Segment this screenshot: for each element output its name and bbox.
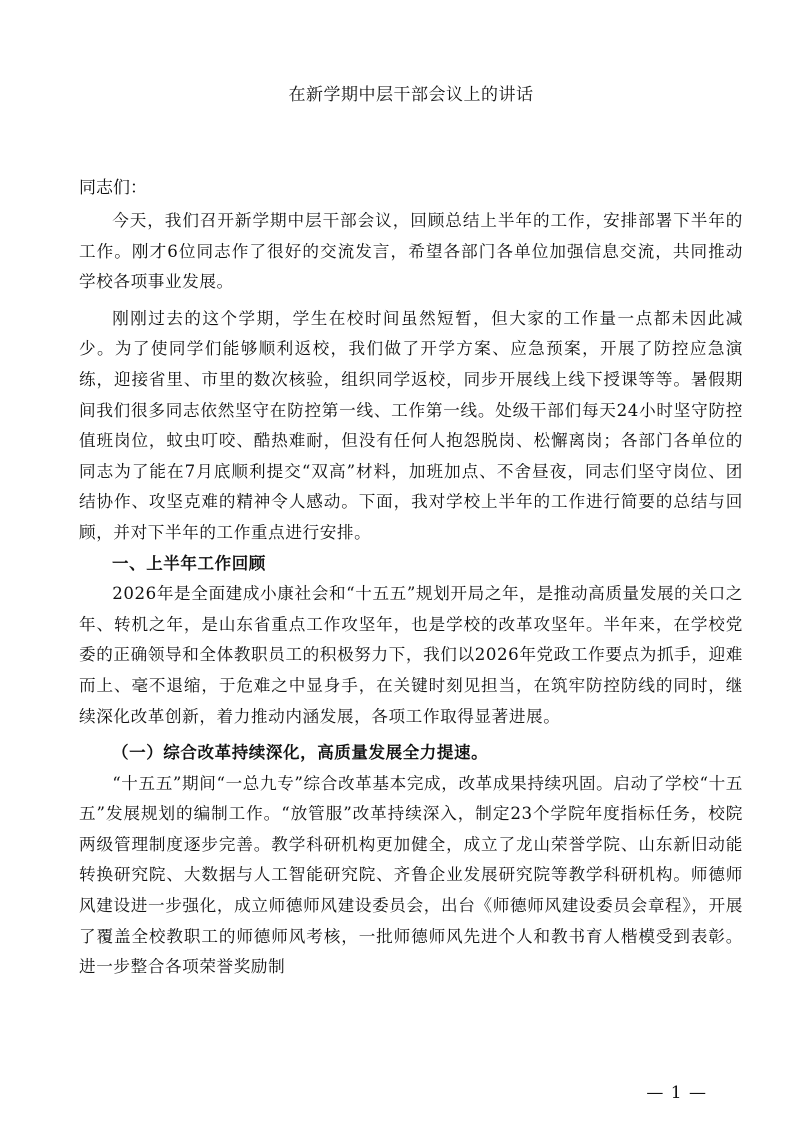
paragraph-reform: “十五五”期间“一总九专”综合改革基本完成，改革成果持续巩固。启动了学校“十五五”发展规划的编制工作。“放管服”改革持续深入，制定23个学院年度指标任务，校院两级管理制度逐步完善。教学科研机构更加健全，成立了龙山荣誉学院、山东新旧动能转换研究院、大数据与人工智能研究院、齐鲁企业发展研究院等教学科研机构。师德师风建设进一步强化，成立师德师风建设委员会，出台《师德师风建设委员会章程》，开展了覆盖全校教职工的师德师风考核，一批师德师风先进个人和教书育人楷模受到表彰。进一步整合各项荣誉奖励制 — [79, 773, 743, 977]
document-body — [79, 206, 743, 983]
subsection-heading: （一）综合改革持续深化，高质量发展全力提速。 — [112, 743, 489, 763]
page-number: — 1 — — [646, 1083, 707, 1103]
paragraph-semester-review: 刚刚过去的这个学期，学生在校时间虽然短暂，但大家的工作量一点都未因此减少。为了使同学们能够顺利返校，我们做了开学方案、应急预案，开展了防控应急演练，迎接省里、市里的数次核验，组织同学返校，同步开展线上线下授课等等。暑假期间我们很多同志依然坚守在防控第一线、工作第一线。处级干部们每天24小时坚守防控值班岗位，蚊虫叮咬、酷热难耐，但没有任何人抱怨脱岗、松懈离岗；各部门各单位的同志为了能在7月底顺利提交“双高”材料，加班加点、不舍昼夜，同志们坚守岗位、团结协作、攻坚克难的精神令人感动。下面，我对学校上半年的工作进行简要的总结与回顾，并对下半年的工作重点进行安排。 — [79, 308, 743, 542]
document-title: 在新学期中层干部会议上的讲话 — [288, 85, 534, 105]
paragraph-year-overview: 2026年是全面建成小康社会和“十五五”规划开局之年，是推动高质量发展的关口之年、转机之年，是山东省重点工作攻坚年，也是学校的改革攻坚年。半年来，在学校党委的正确领导和全体教职员工的积极努力下，我们以2026年党政工作要点为抓手，迎难而上、毫不退缩，于危难之中显身手，在关键时刻见担当，在筑牢防控防线的同时，继续深化改革创新，着力推动内涵发展，各项工作取得显著进展。 — [79, 584, 743, 726]
salutation: 同志们： — [79, 178, 147, 198]
document-page — [79, 0, 743, 1122]
paragraph-opening: 今天，我们召开新学期中层干部会议，回顾总结上半年的工作，安排部署下半年的工作。刚才6位同志作了很好的交流发言，希望各部门各单位加强信息交流，共同推动学校各项事业发展。 — [79, 211, 743, 292]
section-heading: 一、上半年工作回顾 — [112, 553, 266, 573]
